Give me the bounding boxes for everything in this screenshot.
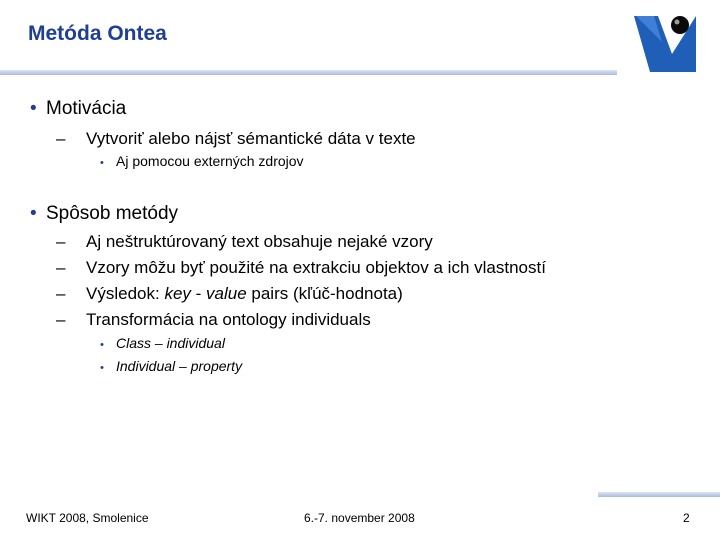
bullet-text: Transformácia na ontology individuals	[86, 310, 371, 329]
page-title: Metóda Ontea	[28, 22, 167, 45]
university-logo-icon	[632, 12, 698, 74]
bullet-text: Vzory môžu byť použité na extrakciu objektov a ich vlastností	[86, 258, 546, 277]
bullet-transformacia-sub-2: • Individual – property	[100, 358, 243, 374]
bullet-text: Motivácia	[46, 98, 127, 119]
title-underline	[0, 70, 617, 75]
bullet-motivacia: • Motivácia	[30, 98, 127, 119]
bullet-text: Aj pomocou externých zdrojov	[116, 153, 304, 169]
bullet-transformacia-sub-1: • Class – individual	[100, 335, 225, 351]
bullet-sposob: • Spôsob metódy	[30, 203, 179, 224]
page-number: 2	[683, 511, 690, 525]
bullet-text: Vytvoriť alebo nájsť sémantické dáta v texte	[86, 129, 416, 148]
bullet-text: Aj neštruktúrovaný text obsahuje nejaké vzory	[86, 232, 433, 251]
footer-left: WIKT 2008, Smolenice	[26, 511, 149, 525]
footer-date: 6.-7. november 2008	[304, 511, 415, 525]
bullet-motivacia-sub-sub: • Aj pomocou externých zdrojov	[100, 153, 304, 169]
bullet-text: Výsledok: key - value pairs (kľúč-hodnota)	[86, 284, 403, 303]
bullet-text: Individual – property	[116, 358, 243, 374]
bullet-text: Spôsob metódy	[46, 203, 179, 224]
bullet-text: Class – individual	[116, 335, 225, 351]
footer-rule	[598, 492, 720, 497]
